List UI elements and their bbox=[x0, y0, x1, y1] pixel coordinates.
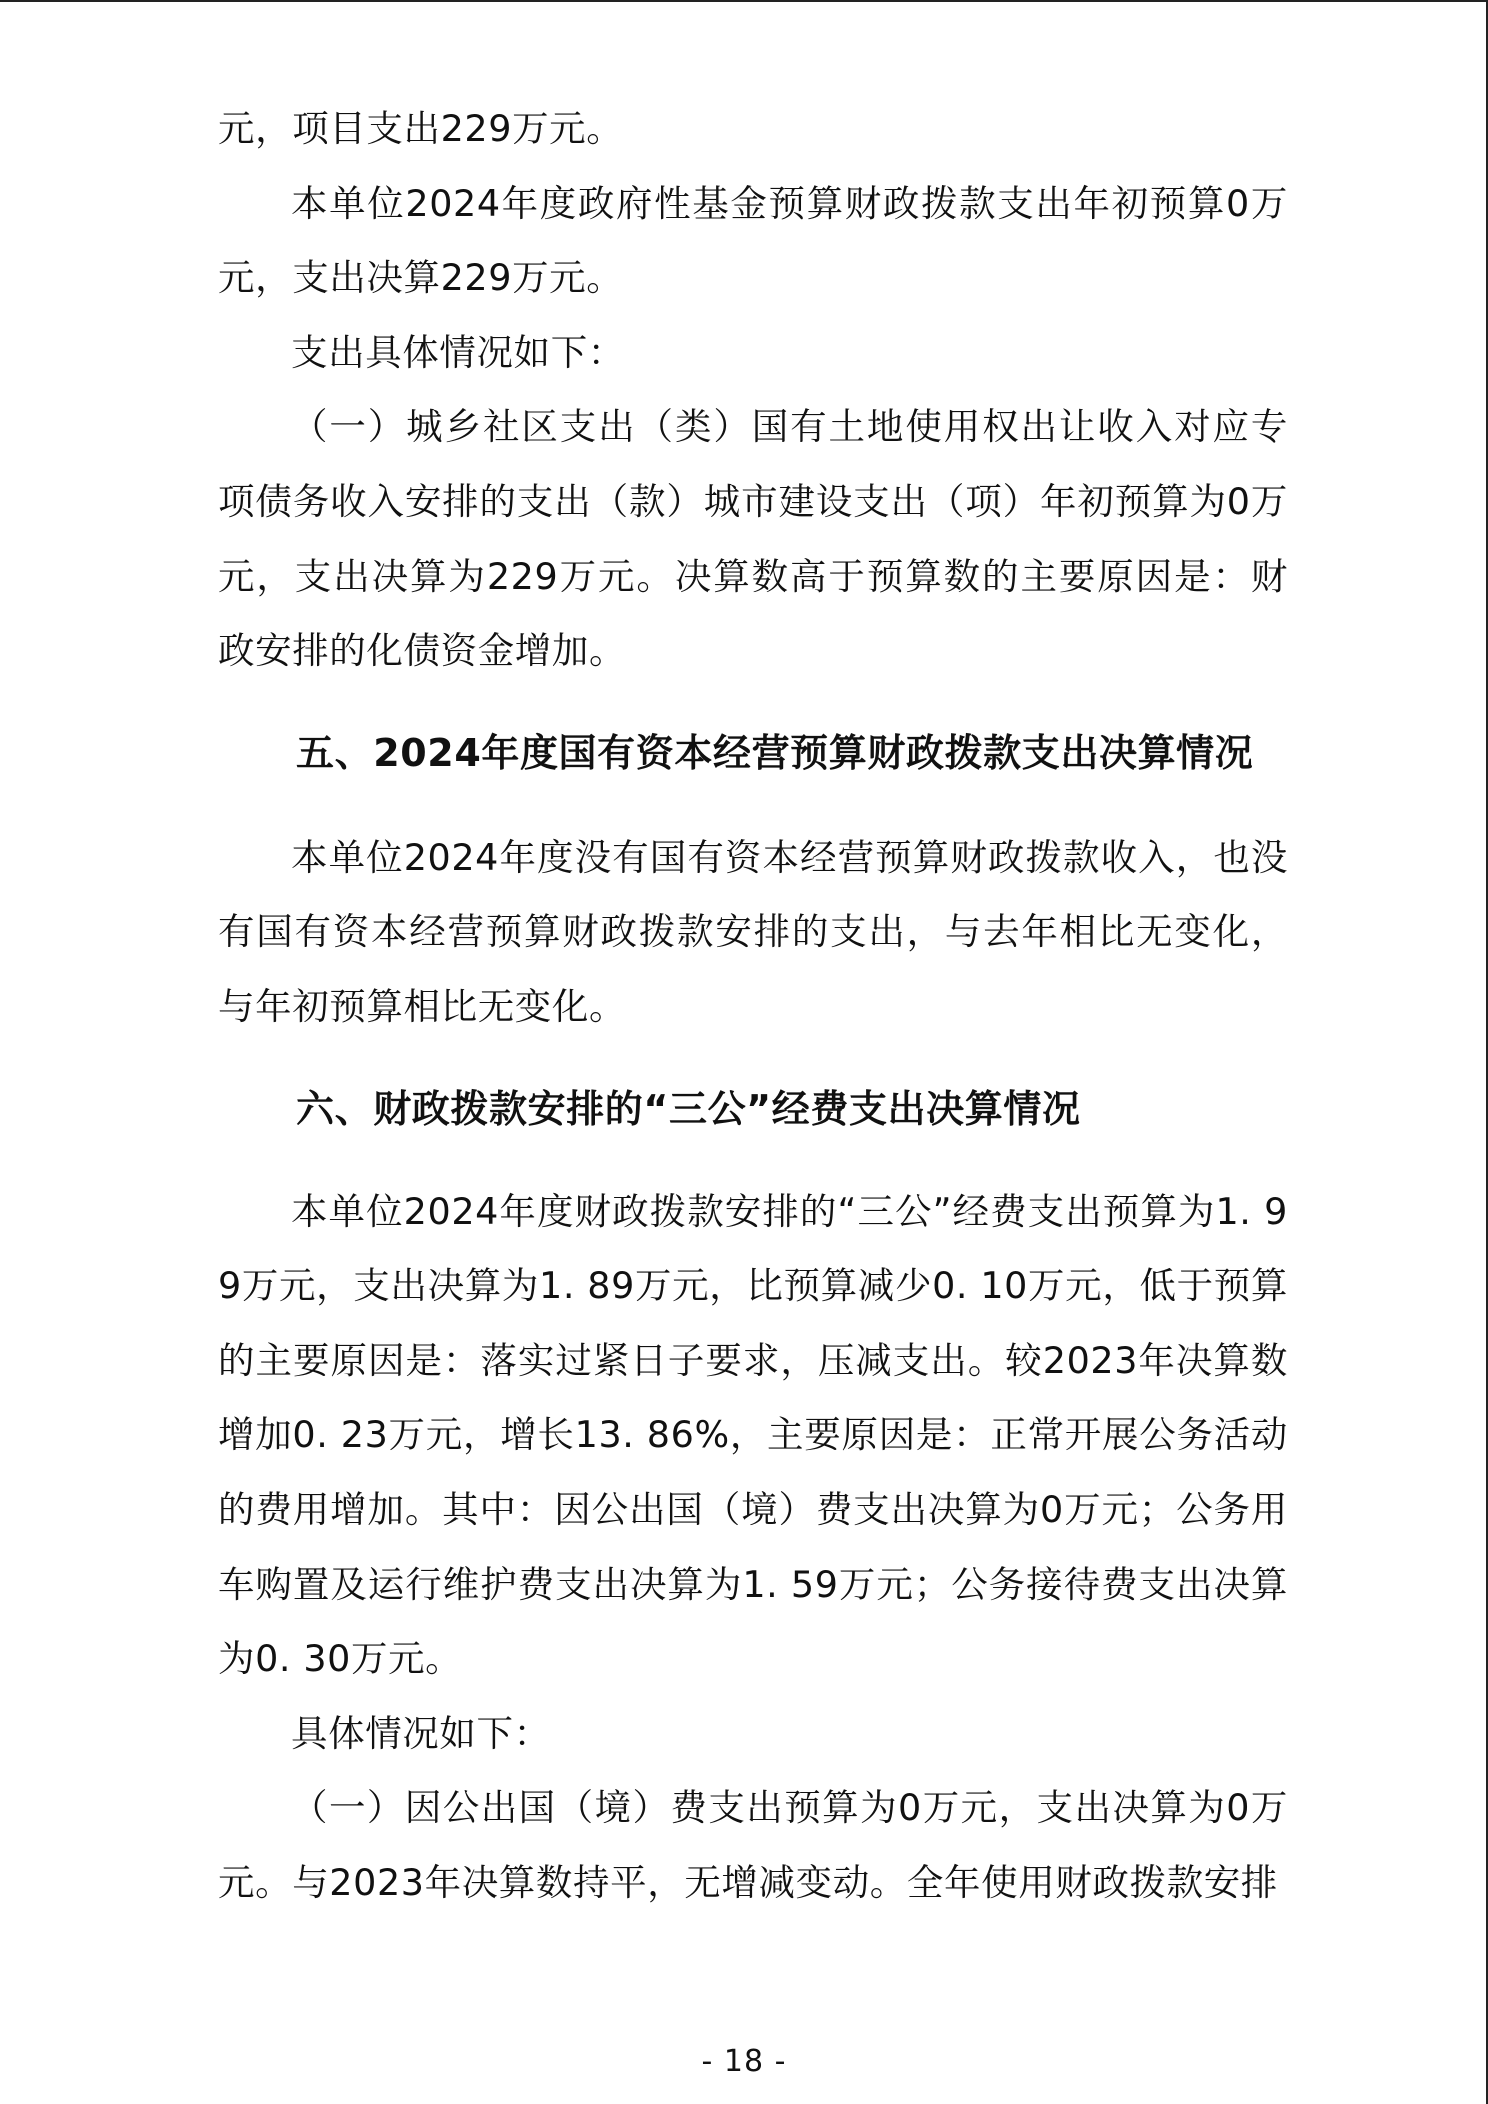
section-heading-six: 六、财政拨款安排的“三公”经费支出决算情况 bbox=[296, 1086, 1081, 1131]
paragraph-overseas-travel: （一）因公出国（境）费支出预算为0万元，支出决算为0万元。与2023年决算数持平，无增减变动。全年使用财政拨款安排 bbox=[218, 1786, 1288, 1904]
paragraph-fund-budget: 本单位2024年度政府性基金预算财政拨款支出年初预算0万元，支出决算229万元。 bbox=[218, 181, 1288, 300]
paragraph-details-intro-2: 具体情况如下： bbox=[291, 1711, 551, 1755]
paragraph-urban-rural-expenditure: （一）城乡社区支出（类）国有土地使用权出让收入对应专项债务收入安排的支出（款）城市建设支出（项）年初预算为0万元，支出决算为229万元。决算数高于预算数的主要原因是：财政安排的化债资金增加。 bbox=[218, 405, 1288, 673]
paragraph-details-intro: 支出具体情况如下： bbox=[291, 330, 625, 374]
paragraph-state-capital: 本单位2024年度没有国有资本经营预算财政拨款收入，也没有国有资本经营预算财政拨款安排的支出，与去年相比无变化，与年初预算相比无变化。 bbox=[218, 835, 1288, 1028]
page-number: - 18 - bbox=[701, 2044, 787, 2079]
paragraph-continuation: 元，项目支出229万元。 bbox=[218, 107, 624, 150]
document-body bbox=[218, 92, 1288, 1920]
paragraph-three-public-expenses: 本单位2024年度财政拨款安排的“三公”经费支出预算为1. 99万元，支出决算为1. 89万元，比预算减少0. 10万元，低于预算的主要原因是：落实过紧日子要求，压减支出。较2023年决算数增加0. 23万元，增长13. 86%，主要原因是：正常开展公务活动的费用增加。其中：因公出国（境）费支出决算为0万元；公务用车购置及运行维护费支出决算为1. 59万元；公务接待费支出决算为0. 30万元。 bbox=[218, 1189, 1288, 1681]
section-heading-five: 五、2024年度国有资本经营预算财政拨款支出决算情况 bbox=[296, 730, 1254, 775]
